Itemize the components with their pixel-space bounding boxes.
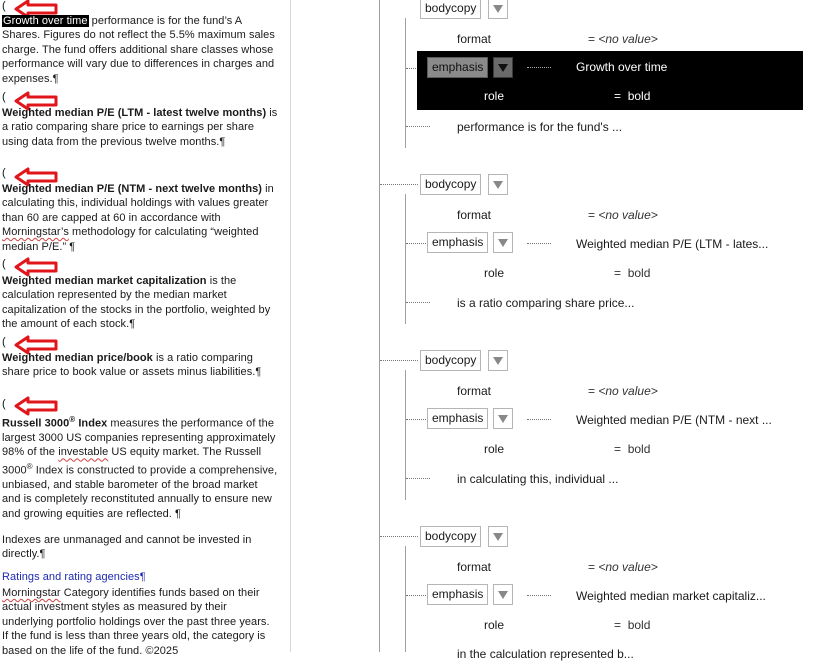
paragraph-pe-ntm[interactable]: Weighted median P/E (NTM - next twelve months) in calculating this, individual holdings with values greater than 60 are capped at 60 in accordance with Morningstar’s methodology for calculating “weighted median P/E.” ¶	[2, 183, 274, 253]
tree-line	[405, 546, 406, 652]
emphasis-text-node[interactable]: Weighted median market capitaliz...	[576, 589, 766, 603]
chevron-down-icon	[493, 357, 503, 365]
bodycopy-dropdown-button[interactable]	[488, 174, 508, 195]
tree-dots	[527, 67, 551, 68]
emphasis-dropdown-button[interactable]	[493, 57, 513, 78]
tree-dots	[527, 595, 551, 596]
emphasis-dropdown-button[interactable]	[493, 408, 513, 429]
tree-dots	[380, 536, 418, 537]
bodycopy-dropdown-button[interactable]	[488, 526, 508, 547]
emphasis-tag[interactable]: emphasis	[427, 57, 488, 78]
emphasis-tag[interactable]: emphasis	[427, 584, 488, 605]
paragraph-russell-3000[interactable]: Russell 3000® Index measures the performance of the largest 3000 US companies representing approximately 98% of the investable US equity market. The Russell 3000® Index is constructed to provide a comprehensive, unbiased, and stable barometer of the broad market and is completely reconstituted annually to ensure new and growing equities are reflected. ¶	[2, 415, 278, 520]
tree-line	[405, 370, 406, 500]
role-attr-value[interactable]: = bold	[614, 89, 651, 103]
tree-dots	[527, 419, 551, 420]
format-attr-label[interactable]: format	[457, 32, 492, 46]
paren-marker: (	[2, 398, 6, 410]
text-node[interactable]: performance is for the fund's ...	[457, 120, 623, 134]
emphasis-dropdown-button[interactable]	[493, 584, 513, 605]
chevron-down-icon	[498, 239, 508, 247]
format-attr-label[interactable]: format	[457, 560, 492, 574]
format-attr-label[interactable]: format	[457, 208, 492, 222]
tree-dots	[406, 419, 426, 420]
paragraph-market-cap[interactable]: Weighted median market capitalization is the calculation represented by the median market capitalization of the stocks in the portfolio, weighted by the amount of each stock.¶	[2, 275, 271, 331]
chevron-down-icon	[498, 591, 508, 599]
tree-dots	[406, 478, 430, 479]
role-attr-value[interactable]: = bold	[614, 618, 651, 632]
chevron-down-icon	[498, 64, 508, 72]
chevron-down-icon	[493, 5, 503, 13]
bodycopy-dropdown-button[interactable]	[488, 350, 508, 371]
heading-ratings[interactable]: Ratings and rating agencies¶	[2, 571, 146, 583]
bodycopy-tag[interactable]: bodycopy	[420, 174, 481, 195]
role-attr-value[interactable]: = bold	[614, 442, 651, 456]
chevron-down-icon	[493, 181, 503, 189]
emphasis-text-node[interactable]: Growth over time	[576, 60, 668, 74]
tree-line	[405, 194, 406, 324]
paragraph-indexes[interactable]: Indexes are unmanaged and cannot be invested in directly.¶	[2, 534, 252, 561]
emphasis-tag[interactable]: emphasis	[427, 232, 488, 253]
paragraph-growth-over-time[interactable]: Growth over time performance is for the fund’s A Shares. Figures do not reflect the 5.5% maximum sales charge. The fund offers additional share classes whose performance will vary due to differences in charges and expenses.¶	[2, 15, 275, 85]
role-attr-label[interactable]: role	[484, 89, 505, 103]
tree-line	[379, 0, 380, 12]
bodycopy-dropdown-button[interactable]	[488, 0, 508, 19]
paren-marker: (	[2, 91, 6, 103]
format-attr-value[interactable]: = <no value>	[588, 560, 658, 574]
emphasis-text-node[interactable]: Weighted median P/E (LTM - lates...	[576, 237, 769, 251]
chevron-down-icon	[498, 415, 508, 423]
paren-marker: (	[2, 167, 6, 179]
tree-dots	[380, 184, 418, 185]
tree-line	[379, 12, 380, 652]
chevron-down-icon	[493, 533, 503, 541]
document-pane[interactable]	[0, 0, 284, 657]
tree-line	[405, 18, 406, 148]
tree-dots	[406, 302, 430, 303]
format-attr-label[interactable]: format	[457, 384, 492, 398]
role-attr-label[interactable]: role	[484, 618, 505, 632]
bodycopy-tag[interactable]: bodycopy	[420, 0, 481, 19]
paragraph-morningstar-category[interactable]: Morningstar Category identifies funds based on their actual investment styles as measured by their underlying portfolio holdings over the past three years. If the fund is less than three years old, the category is based on the life of the fund. ©2025	[2, 587, 270, 657]
paren-marker: (	[2, 258, 6, 270]
paragraph-pe-ltm[interactable]: Weighted median P/E (LTM - latest twelve months) is a ratio comparing share price to earnings per share using data from the previous twelve months.¶	[2, 107, 278, 148]
tree-dots	[406, 243, 426, 244]
paren-marker: (	[2, 336, 6, 348]
format-attr-value[interactable]: = <no value>	[588, 384, 658, 398]
role-attr-value[interactable]: = bold	[614, 266, 651, 280]
emphasis-text-node[interactable]: Weighted median P/E (NTM - next ...	[576, 413, 772, 427]
bodycopy-tag[interactable]: bodycopy	[420, 350, 481, 371]
text-node[interactable]: in calculating this, individual ...	[457, 472, 619, 486]
role-attr-label[interactable]: role	[484, 442, 505, 456]
tree-dots	[527, 243, 551, 244]
tree-dots	[380, 360, 418, 361]
tree-dots	[406, 126, 430, 127]
paren-marker: (	[2, 0, 6, 12]
text-node[interactable]: in the calculation represented b...	[457, 647, 634, 661]
text-node[interactable]: is a ratio comparing share price...	[457, 296, 635, 310]
emphasis-dropdown-button[interactable]	[493, 232, 513, 253]
format-attr-value[interactable]: = <no value>	[588, 208, 658, 222]
paragraph-price-book[interactable]: Weighted median price/book is a ratio comparing share price to book value or assets minus liabilities.¶	[2, 352, 262, 379]
bodycopy-tag[interactable]: bodycopy	[420, 526, 481, 547]
tree-dots	[406, 68, 416, 69]
selected-term[interactable]: Growth over time	[3, 15, 88, 27]
format-attr-value[interactable]: = <no value>	[588, 32, 658, 46]
emphasis-tag[interactable]: emphasis	[427, 408, 488, 429]
structure-pane[interactable]	[291, 0, 821, 661]
tree-dots	[406, 595, 426, 596]
role-attr-label[interactable]: role	[484, 266, 505, 280]
selected-element-highlight[interactable]	[417, 51, 803, 110]
